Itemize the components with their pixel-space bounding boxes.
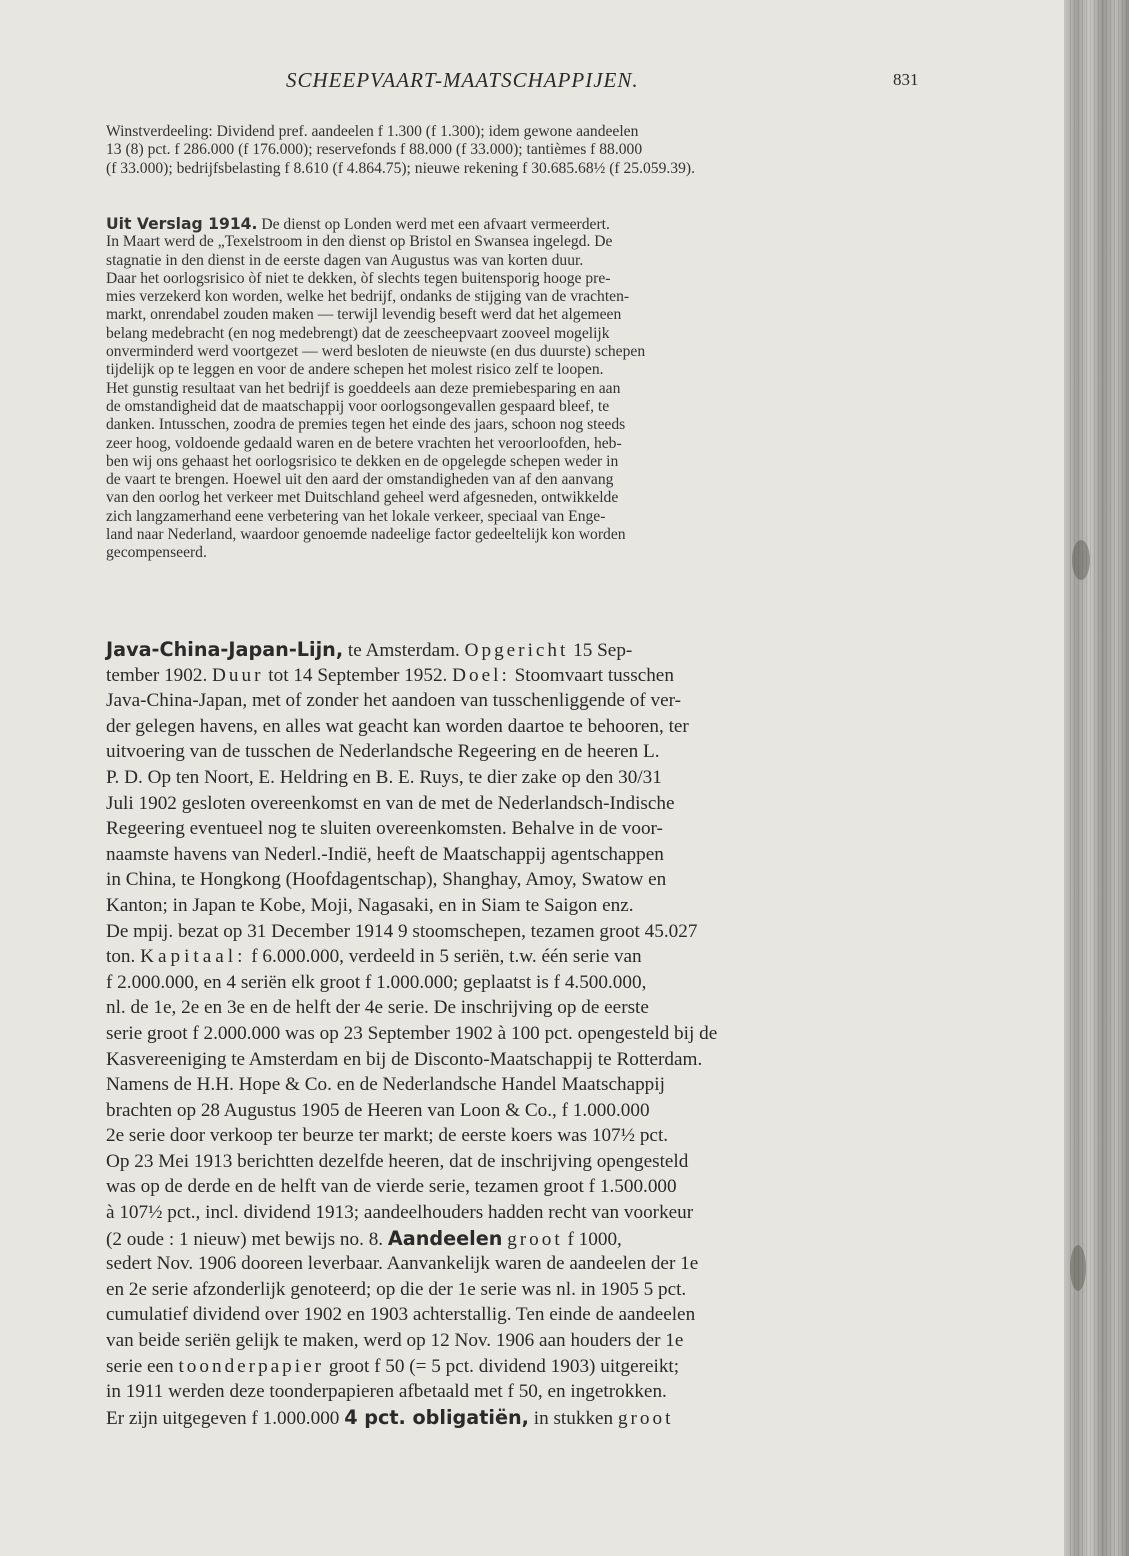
- profit-distribution: [106, 123, 936, 178]
- text-span: serie een: [106, 1355, 179, 1377]
- text-line: Kasvereeniging te Amsterdam en bij de Disconto-Maatschappij te Rotterdam.: [106, 1048, 703, 1070]
- running-title: SCHEEPVAART-MAATSCHAPPIJEN.: [286, 68, 639, 92]
- text-line: (f 33.000); bedrijfsbelasting f 8.610 (f 4.864.75); nieuwe rekening f 30.685.68½ (f 25.059.39).: [106, 159, 695, 177]
- text-span: tember 1902.: [106, 664, 213, 686]
- text-line: zich langzamerhand eene verbetering van het lokale verkeer, speciaal van Enge-: [106, 507, 606, 525]
- text-line: f 2.000.000, en 4 seriën elk groot f 1.000.000; geplaatst is f 4.500.000,: [106, 971, 647, 993]
- text-line: belang medebracht (en nog medebrengt) dat de zeescheepvaart zooveel mogelijk: [106, 324, 610, 342]
- text-line: 2e serie door verkoop ter beurze ter markt; de eerste koers was 107½ pct.: [106, 1125, 669, 1147]
- label-kapitaal: Kapitaal:: [140, 946, 247, 968]
- text-span: groot f 50 (= 5 pct. dividend 1903) uitgereikt;: [324, 1355, 680, 1377]
- text-span: Er zijn uitgegeven f 1.000.000: [106, 1407, 345, 1429]
- text-span: tot 14 September 1952.: [263, 664, 453, 686]
- text-line: Kanton; in Japan te Kobe, Moji, Nagasaki, en in Siam te Saigon enz.: [106, 894, 634, 916]
- text-line: [106, 1226, 936, 1252]
- text-line: cumulatief dividend over 1902 en 1903 achterstallig. Ten einde de aandeelen: [106, 1304, 696, 1326]
- text-line: serie groot f 2.000.000 was op 23 September 1902 à 100 pct. opengesteld bij de: [106, 1022, 718, 1044]
- text-span: De dienst op Londen werd met een afvaart vermeerdert.: [257, 216, 610, 233]
- text-line: ben wij ons gehaast het oorlogsrisico te dekken en de opgelegde schepen weder in: [106, 452, 619, 470]
- text-line: de omstandigheid dat de maatschappij voor oorlogsongevallen gespaard bleef, te: [106, 397, 610, 415]
- label-groot: groot: [617, 1407, 674, 1429]
- label-aandeelen: Aandeelen: [387, 1226, 503, 1250]
- text-line: in China, te Hongkong (Hoofdagentschap), Shanghay, Amoy, Swatow en: [106, 869, 667, 891]
- text-line: gecompenseerd.: [106, 544, 207, 562]
- text-line: Juli 1902 gesloten overeenkomst en van de met de Nederlandsch-Indische: [106, 792, 675, 814]
- text-line: Het gunstig resultaat van het bedrijf is goeddeels aan deze premiebesparing en aan: [106, 379, 621, 397]
- text-span: f 6.000.000, verdeeld in 5 seriën, t.w. één serie van: [246, 946, 642, 968]
- text-line: à 107½ pct., incl. dividend 1913; aandeelhouders hadden recht van voorkeur: [106, 1202, 694, 1224]
- text-span: f 1000,: [562, 1228, 622, 1250]
- label-obligaties: 4 pct. obligatiën,: [344, 1405, 529, 1429]
- label-opgericht: Opgericht: [464, 640, 569, 661]
- text-line: [106, 944, 936, 970]
- text-line: Op 23 Mei 1913 berichtten dezelfde heeren, dat de inschrijving opengesteld: [106, 1150, 689, 1172]
- company-entry-jcjl: [106, 637, 936, 1430]
- label-doel: Doel:: [452, 664, 510, 686]
- text-span: 15 Sep-: [568, 640, 633, 661]
- text-line: tijdelijk op te leggen en voor de andere schepen het molest risico zelf te loopen.: [106, 361, 604, 379]
- text-span: te Amsterdam.: [343, 640, 465, 661]
- text-line: was op de derde en de helft van de vierde serie, tezamen groot f 1.500.000: [106, 1176, 677, 1198]
- text-line: markt, onrendabel zouden maken — terwijl levendig beseft werd dat het algemeen: [106, 306, 622, 324]
- text-span: Stoomvaart tusschen: [509, 664, 674, 686]
- text-line: [106, 215, 936, 233]
- text-line: zeer hoog, voldoende gedaald waren en de betere vrachten het veroorloofden, heb-: [106, 434, 622, 452]
- page-stack-stripes: [1070, 0, 1129, 1556]
- ink-smudge: [1072, 540, 1090, 580]
- text-line: Winstverdeeling: Dividend pref. aandeelen f 1.300 (f 1.300); idem gewone aandeelen: [106, 123, 639, 140]
- report-heading: Uit Verslag 1914.: [106, 215, 258, 233]
- text-line: [106, 663, 936, 689]
- text-line: van den oorlog het verkeer met Duitschland geheel werd afgesneden, ontwikkelde: [106, 489, 619, 507]
- text-line: de vaart te brengen. Hoewel uit den aard der omstandigheden van af den aanvang: [106, 471, 614, 489]
- text-line: onverminderd werd voortgezet — werd besloten de nieuwste (en dus duurste) schepen: [106, 343, 646, 361]
- text-line: Regeering eventueel nog te sluiten overeenkomsten. Behalve in de voor-: [106, 818, 663, 840]
- text-line: danken. Intusschen, zoodra de premies tegen het einde des jaars, schoon nog steeds: [106, 416, 626, 434]
- text-line: [106, 637, 936, 663]
- report-1914: [106, 215, 936, 563]
- text-line: sedert Nov. 1906 dooreen leverbaar. Aanvankelijk waren de aandeelen der 1e: [106, 1253, 699, 1275]
- text-line: nl. de 1e, 2e en 3e en de helft der 4e serie. De inschrijving op de eerste: [106, 997, 649, 1019]
- text-line: [106, 1354, 936, 1380]
- text-line: stagnatie in den dienst in de eerste dagen van Augustus was van korten duur.: [106, 251, 584, 269]
- page-header: [0, 68, 1070, 98]
- text-line: P. D. Op ten Noort, E. Heldring en B. E. Ruys, te dier zake op den 30/31: [106, 766, 662, 788]
- text-line: Java-China-Japan, met of zonder het aandoen van tusschenliggende of ver-: [106, 690, 682, 712]
- ink-smudge: [1070, 1245, 1086, 1291]
- text-line: Namens de H.H. Hope & Co. en de Nederlandsche Handel Maatschappij: [106, 1074, 665, 1096]
- label-groot: groot: [507, 1228, 563, 1250]
- text-line: 13 (8) pct. f 286.000 (f 176.000); reservefonds f 88.000 (f 33.000); tantièmes f 88.000: [106, 141, 643, 159]
- text-line: in 1911 werden deze toonderpapieren afbetaald met f 50, en ingetrokken.: [106, 1381, 667, 1403]
- page-number: 831: [893, 70, 919, 89]
- text-line: land naar Nederland, waardoor genoemde nadeelige factor gedeeltelijk kon worden: [106, 526, 626, 544]
- text-line: [106, 1405, 936, 1431]
- text-span: (2 oude : 1 nieuw) met bewijs no. 8.: [106, 1228, 388, 1250]
- text-line: naamste havens van Nederl.-Indië, heeft de Maatschappij agentschappen: [106, 843, 664, 865]
- text-line: mies verzekerd kon worden, welke het bedrijf, ondanks de stijging van de vrachten-: [106, 288, 630, 306]
- text-line: In Maart werd de „Texelstroom in den dienst op Bristol en Swansea ingelegd. De: [106, 233, 613, 251]
- text-line: der gelegen havens, en alles wat geacht kan worden daartoe te behooren, ter: [106, 715, 689, 737]
- company-name: Java-China-Japan-Lijn,: [106, 638, 344, 661]
- text-line: brachten op 28 Augustus 1905 de Heeren van Loon & Co., f 1.000.000: [106, 1099, 650, 1121]
- text-line: Daar het oorlogsrisico òf niet te dekken, òf slechts tegen buitensporig hooge pre-: [106, 269, 611, 287]
- text-span: ton.: [106, 946, 141, 968]
- label-toonderpapier: toonderpapier: [178, 1355, 325, 1377]
- text-span: in stukken: [528, 1407, 618, 1429]
- text-line: van beide seriën gelijk te maken, werd op 12 Nov. 1906 aan houders der 1e: [106, 1330, 684, 1352]
- label-duur: Duur: [212, 664, 264, 686]
- text-line: en 2e serie afzonderlijk genoteerd; op die der 1e serie was nl. in 1905 5 pct.: [106, 1278, 687, 1300]
- text-line: De mpij. bezat op 31 December 1914 9 stoomschepen, tezamen groot 45.027: [106, 920, 698, 942]
- text-line: uitvoering van de tusschen de Nederlandsche Regeering en de heeren L.: [106, 741, 660, 763]
